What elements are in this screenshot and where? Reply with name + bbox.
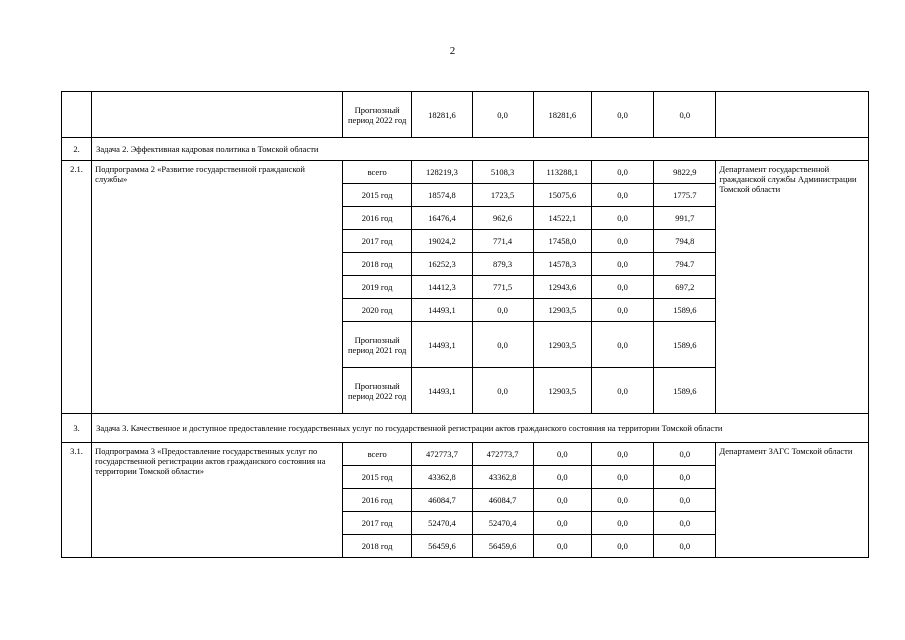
period-cell: 2017 год	[343, 230, 412, 253]
value-cell: 0,0	[591, 207, 653, 230]
period-cell: 2019 год	[343, 276, 412, 299]
value-cell: 12903,5	[533, 368, 591, 414]
value-cell: 1589,6	[654, 368, 716, 414]
value-cell: 5108,3	[472, 161, 533, 184]
value-cell: 14493,1	[412, 299, 472, 322]
value-cell: 472773,7	[472, 443, 533, 466]
value-cell: 56459,6	[412, 535, 472, 558]
value-cell: 12943,6	[533, 276, 591, 299]
value-cell: 19024,2	[412, 230, 472, 253]
value-cell: 1775.7	[654, 184, 716, 207]
period-cell: 2020 год	[343, 299, 412, 322]
value-cell: 9822,9	[654, 161, 716, 184]
value-cell: 16476,4	[412, 207, 472, 230]
value-cell: 0,0	[591, 161, 653, 184]
value-cell: 0,0	[591, 230, 653, 253]
value-cell: 1589,6	[654, 299, 716, 322]
table-row	[62, 92, 869, 138]
value-cell: 1723,5	[472, 184, 533, 207]
value-cell: 0,0	[591, 443, 653, 466]
value-cell: 0,0	[591, 92, 653, 138]
value-cell: 16252,3	[412, 253, 472, 276]
value-cell: 0,0	[591, 535, 653, 558]
period-cell: 2015 год	[343, 184, 412, 207]
value-cell: 17458,0	[533, 230, 591, 253]
responsible-executor: Департамент государственной гражданской службы Администрации Томской области	[716, 161, 869, 414]
value-cell: 0,0	[591, 368, 653, 414]
value-cell: 991,7	[654, 207, 716, 230]
value-cell: 0,0	[472, 368, 533, 414]
value-cell: 0,0	[591, 184, 653, 207]
value-cell: 14493,1	[412, 322, 472, 368]
value-cell: 43362,8	[412, 466, 472, 489]
value-cell: 18281,6	[533, 92, 591, 138]
value-cell: 771,4	[472, 230, 533, 253]
value-cell: 0,0	[654, 512, 716, 535]
subprogram-name: Подпрограмма 2 «Развитие государственной гражданской службы»	[92, 161, 343, 414]
value-cell: 0,0	[654, 92, 716, 138]
value-cell: 0,0	[533, 535, 591, 558]
period-cell: всего	[343, 161, 412, 184]
page-number: 2	[449, 45, 456, 57]
value-cell: 0,0	[654, 489, 716, 512]
value-cell: 1589,6	[654, 322, 716, 368]
value-cell: 0,0	[533, 466, 591, 489]
value-cell: 15075,6	[533, 184, 591, 207]
value-cell: 0,0	[591, 253, 653, 276]
value-cell: 472773,7	[412, 443, 472, 466]
value-cell: 0,0	[654, 535, 716, 558]
subprogram-name: Подпрограмма 3 «Предоставление государственных услуг по государственной регистрации актов гражданского состояния на территории Томской области»	[92, 443, 343, 558]
value-cell: 56459,6	[472, 535, 533, 558]
value-cell: 0,0	[472, 299, 533, 322]
period-cell: Прогнозный период 2022 год	[343, 368, 412, 414]
budget-table	[61, 91, 869, 558]
period-cell: 2016 год	[343, 489, 412, 512]
value-cell: 52470,4	[472, 512, 533, 535]
value-cell: 0,0	[591, 466, 653, 489]
value-cell: 962,6	[472, 207, 533, 230]
period-cell: всего	[343, 443, 412, 466]
subprogram-number: 2.1.	[62, 161, 92, 414]
period-cell: Прогнозный период 2021 год	[343, 322, 412, 368]
value-cell: 18281,6	[412, 92, 472, 138]
task-row	[62, 414, 869, 443]
period-cell: 2018 год	[343, 253, 412, 276]
value-cell: 113288,1	[533, 161, 591, 184]
task-row	[62, 138, 869, 161]
task-title: Задача 3. Качественное и доступное предоставление государственных услуг по государственной регистрации актов гражданского состояния на территории Томской области	[92, 414, 869, 443]
task-title: Задача 2. Эффективная кадровая политика в Томской области	[92, 138, 869, 161]
period-cell: 2017 год	[343, 512, 412, 535]
value-cell: 14412,3	[412, 276, 472, 299]
value-cell: 0,0	[591, 489, 653, 512]
value-cell: 14578,3	[533, 253, 591, 276]
value-cell: 0,0	[533, 512, 591, 535]
value-cell: 0,0	[591, 276, 653, 299]
value-cell: 14522,1	[533, 207, 591, 230]
value-cell: 18574,8	[412, 184, 472, 207]
value-cell: 46084,7	[412, 489, 472, 512]
value-cell: 12903,5	[533, 299, 591, 322]
value-cell: 879,3	[472, 253, 533, 276]
value-cell: 771,5	[472, 276, 533, 299]
period-cell: 2016 год	[343, 207, 412, 230]
value-cell: 697,2	[654, 276, 716, 299]
value-cell: 794,8	[654, 230, 716, 253]
value-cell: 0,0	[591, 322, 653, 368]
value-cell: 128219,3	[412, 161, 472, 184]
value-cell: 0,0	[533, 443, 591, 466]
table-row	[62, 161, 869, 184]
value-cell: 43362,8	[472, 466, 533, 489]
period-cell: Прогнозный период 2022 год	[343, 92, 412, 138]
value-cell: 0,0	[591, 299, 653, 322]
subprogram-number: 3.1.	[62, 443, 92, 558]
period-cell: 2015 год	[343, 466, 412, 489]
value-cell: 0,0	[591, 512, 653, 535]
task-number: 3.	[62, 414, 92, 443]
value-cell: 0,0	[654, 466, 716, 489]
value-cell: 14493,1	[412, 368, 472, 414]
period-cell: 2018 год	[343, 535, 412, 558]
value-cell: 46084,7	[472, 489, 533, 512]
value-cell: 0,0	[533, 489, 591, 512]
value-cell: 0,0	[472, 92, 533, 138]
task-number: 2.	[62, 138, 92, 161]
responsible-executor: Департамент ЗАГС Томской области	[716, 443, 869, 558]
value-cell: 12903,5	[533, 322, 591, 368]
value-cell: 52470,4	[412, 512, 472, 535]
value-cell: 0,0	[472, 322, 533, 368]
value-cell: 794.7	[654, 253, 716, 276]
value-cell: 0,0	[654, 443, 716, 466]
table-row	[62, 443, 869, 466]
